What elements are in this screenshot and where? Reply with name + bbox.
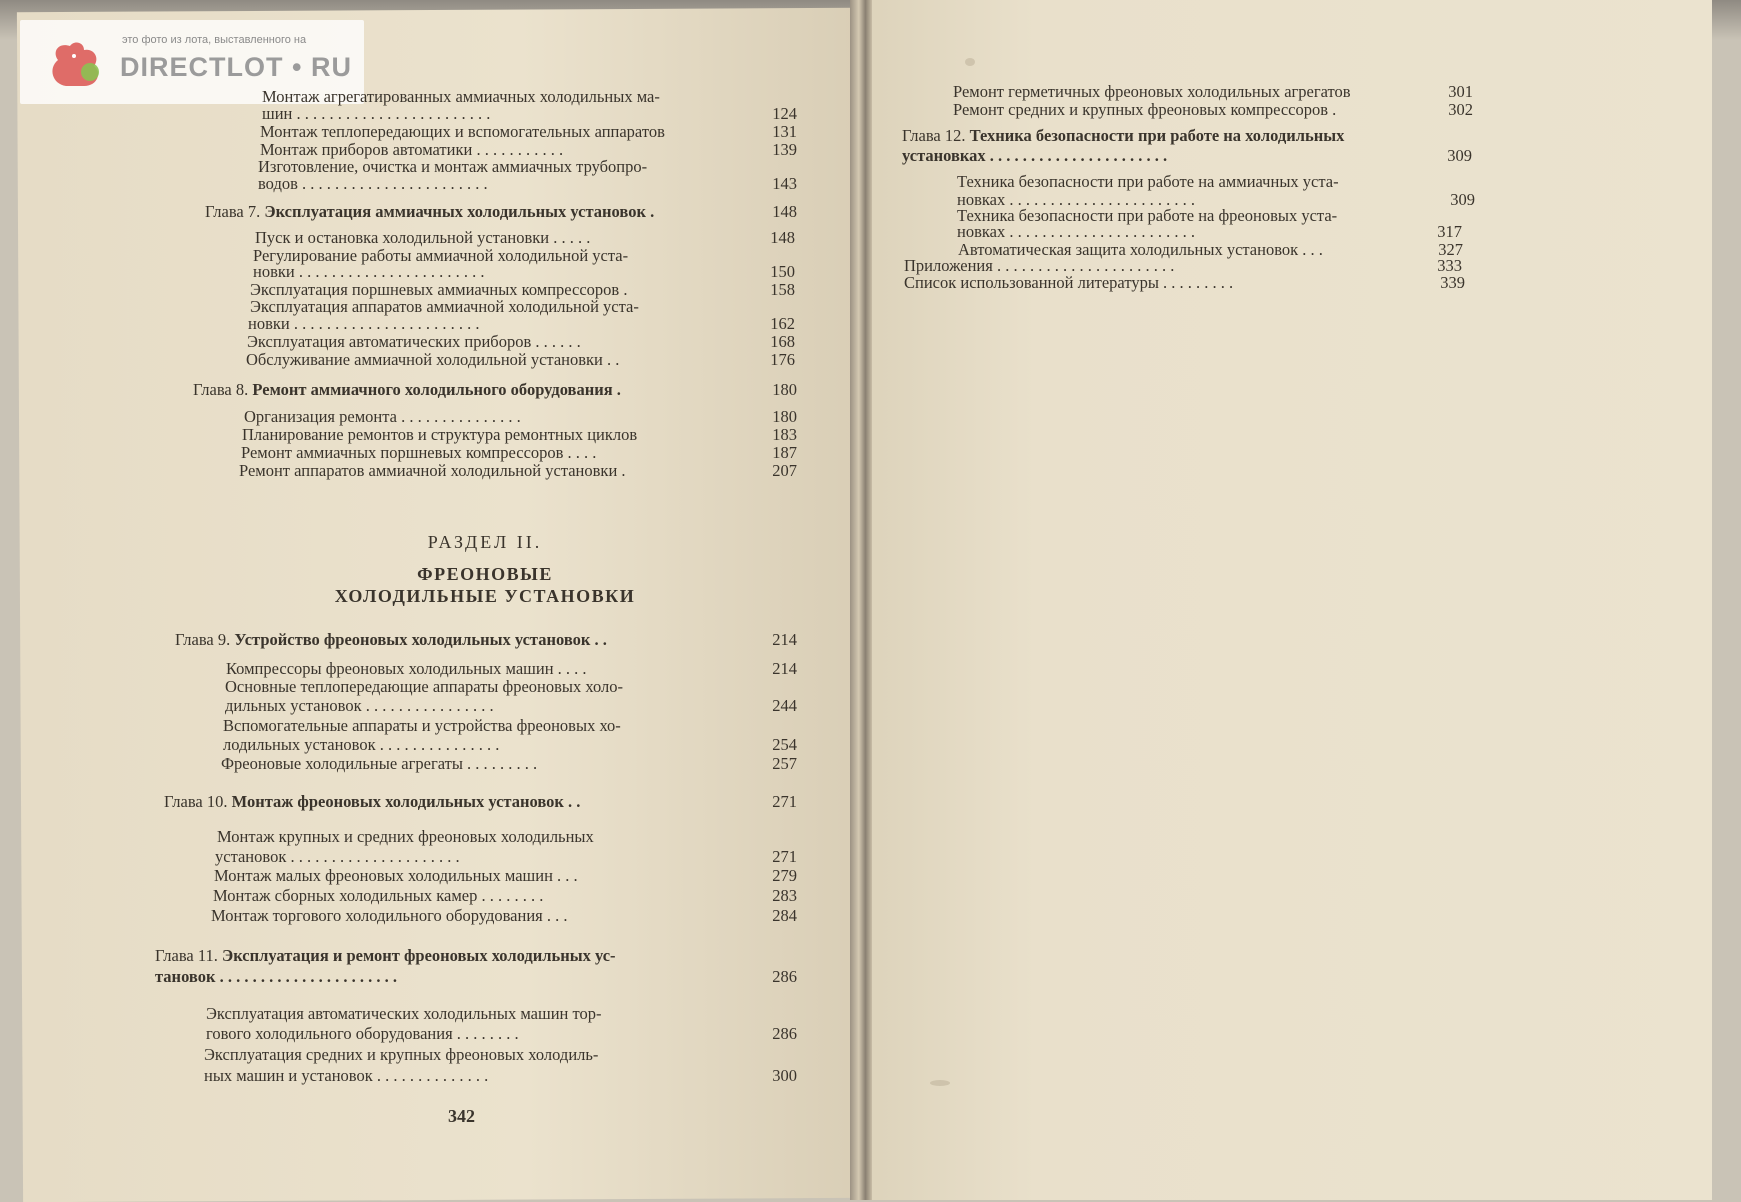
toc-entry: Эксплуатация средних и крупных фреоновых холодиль-	[204, 1045, 599, 1064]
section-title: ХОЛОДИЛЬНЫЕ УСТАНОВКИ	[334, 586, 636, 606]
toc-entry: Монтаж агрегатированных аммиачных холодильных ма-	[262, 87, 660, 106]
toc-chapter: Глава 8. Ремонт аммиачного холодильного оборудования . 180	[193, 380, 797, 399]
toc-chapter: Глава 12. Техника безопасности при работе на холодильных	[902, 126, 1345, 145]
toc-entry: Монтаж теплопередающих и вспомогательных аппаратов 131	[260, 122, 797, 141]
toc-entry: Ремонт средних и крупных фреоновых компрессоров . 302	[953, 100, 1473, 119]
ink-spot	[965, 58, 975, 66]
watermark-brand: DIRECTLOT • RU	[120, 52, 352, 82]
toc-entry: Организация ремонта . . . . . . . . . . . . . . . 180	[244, 407, 797, 426]
toc-entry: Вспомогательные аппараты и устройства фреоновых хо-	[223, 716, 621, 735]
toc-entry: Монтаж малых фреоновых холодильных машин . . . 279	[214, 866, 797, 885]
toc-chapter: Глава 11. Эксплуатация и ремонт фреоновых холодильных ус-	[155, 946, 616, 965]
toc-entry: лодильных установок . . . . . . . . . . . . . . . 254	[223, 735, 797, 754]
toc-entry: Ремонт аппаратов аммиачной холодильной установки . 207	[239, 461, 797, 480]
toc-entry: Монтаж торгового холодильного оборудования . . . 284	[211, 906, 797, 925]
toc-entry: Планирование ремонтов и структура ремонтных циклов 183	[242, 425, 797, 444]
toc-entry: водов . . . . . . . . . . . . . . . . . . . . . . . 143	[258, 174, 797, 193]
toc-entry: установках . . . . . . . . . . . . . . . . . . . . . . 309	[902, 146, 1472, 165]
toc-entry: Компрессоры фреоновых холодильных машин . . . . 214	[226, 659, 797, 678]
toc-entry: новки . . . . . . . . . . . . . . . . . . . . . . . 150	[253, 262, 795, 281]
toc-entry: тановок . . . . . . . . . . . . . . . . . . . . . . 286	[155, 967, 797, 986]
toc-entry: Эксплуатация поршневых аммиачных компрессоров . 158	[250, 280, 795, 299]
watermark-caption: это фото из лота, выставленного на	[122, 34, 307, 46]
toc-entry: Регулирование работы аммиачной холодильной уста-	[253, 246, 629, 265]
toc-entry: Приложения . . . . . . . . . . . . . . . . . . . . . . 333	[904, 256, 1462, 275]
page-number: 342	[448, 1106, 475, 1126]
toc-entry: Эксплуатация автоматических приборов . . . . . . 168	[247, 332, 795, 351]
toc-entry: дильных установок . . . . . . . . . . . . . . . . 244	[225, 696, 797, 715]
toc-entry: Монтаж сборных холодильных камер . . . . . . . . 283	[213, 886, 797, 905]
toc-entry: шин . . . . . . . . . . . . . . . . . . . . . . . . 124	[262, 104, 797, 123]
toc-entry: новки . . . . . . . . . . . . . . . . . . . . . . . 162	[248, 314, 795, 333]
toc-entry: Эксплуатация аппаратов аммиачной холодильной уста-	[250, 297, 639, 316]
squirrel-logo-icon	[44, 38, 114, 90]
toc-entry: Техника безопасности при работе на фреоновых уста-	[957, 206, 1338, 225]
toc-entry: Эксплуатация автоматических холодильных машин тор-	[206, 1004, 602, 1023]
toc-entry: Монтаж крупных и средних фреоновых холодильных	[217, 827, 594, 846]
toc-entry: Пуск и остановка холодильной установки . . . . . 148	[255, 228, 795, 247]
toc-entry: Ремонт аммиачных поршневых компрессоров . . . . 187	[241, 443, 797, 462]
toc-entry: гового холодильного оборудования . . . . . . . . 286	[206, 1024, 797, 1043]
toc-chapter: Глава 9. Устройство фреоновых холодильных установок . . 214	[175, 630, 797, 649]
book-spine	[850, 0, 872, 1200]
toc-entry: новках . . . . . . . . . . . . . . . . . . . . . . . 317	[957, 222, 1462, 241]
toc-entry: Автоматическая защита холодильных установок . . . 327	[958, 240, 1463, 259]
toc-entry: установок . . . . . . . . . . . . . . . . . . . . . 271	[215, 847, 797, 866]
section-heading: РАЗДЕЛ II.	[427, 532, 543, 552]
section-title: ФРЕОНОВЫЕ	[417, 564, 553, 584]
toc-entry: Монтаж приборов автоматики . . . . . . . . . . . 139	[260, 140, 797, 159]
ink-spot	[930, 1080, 950, 1086]
toc-entry: ных машин и установок . . . . . . . . . . . . . . 300	[204, 1066, 797, 1085]
toc-entry: Список использованной литературы . . . . . . . . . 339	[904, 273, 1465, 292]
toc-entry: Ремонт герметичных фреоновых холодильных агрегатов 301	[953, 82, 1473, 101]
toc-entry: Фреоновые холодильные агрегаты . . . . . . . . . 257	[221, 754, 797, 773]
toc-entry: Основные теплопередающие аппараты фреоновых холо-	[225, 677, 623, 696]
toc-entry: Изготовление, очистка и монтаж аммиачных трубопро-	[258, 157, 648, 176]
toc-entry: Обслуживание аммиачной холодильной установки . . 176	[246, 350, 795, 369]
toc-chapter: Глава 10. Монтаж фреоновых холодильных установок . . 271	[164, 792, 797, 811]
toc-entry: новках . . . . . . . . . . . . . . . . . . . . . . . 309	[957, 190, 1475, 209]
toc-entry: Техника безопасности при работе на аммиачных уста-	[957, 172, 1339, 191]
toc-chapter: Глава 7. Эксплуатация аммиачных холодильных установок . 148	[205, 202, 797, 221]
